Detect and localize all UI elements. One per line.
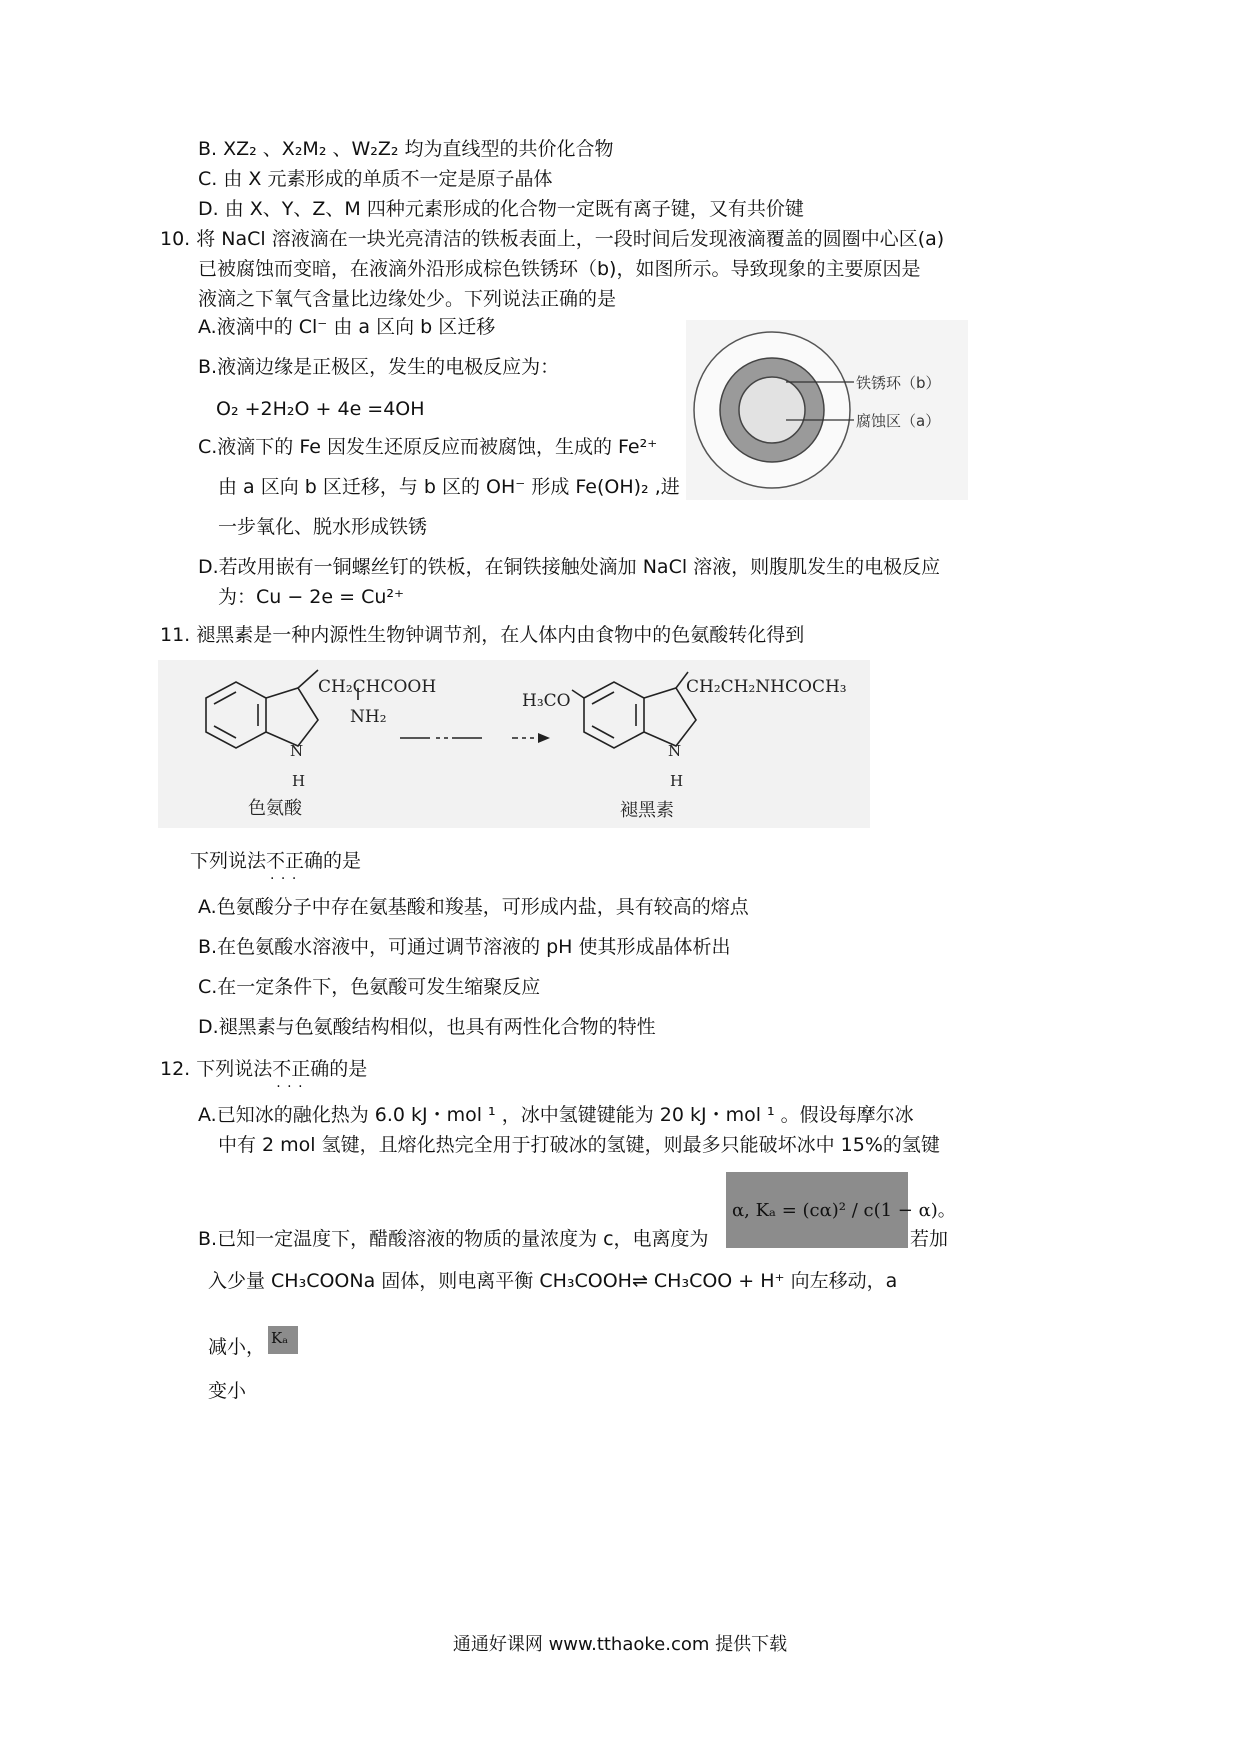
q12-option-b-tail: 若加 <box>910 1228 949 1250</box>
q9-option-b: B. XZ₂ 、X₂M₂ 、W₂Z₂ 均为直线型的共价化合物 <box>198 138 614 160</box>
q12-option-a-line1: A.已知冰的融化热为 6.0 kJ・mol ¹ ，冰中氢键键能为 20 kJ・mol ¹ 。假设每摩尔冰 <box>198 1104 914 1126</box>
q12-option-b-line2: 入少量 CH₃COONa 固体，则电离平衡 CH₃COOH⇌ CH₃COO + H⁺ 向左移动，a <box>208 1270 898 1292</box>
q12-ka-symbol: Kₐ <box>271 1329 288 1347</box>
tryptophan-amino-group: NH₂ <box>350 707 387 727</box>
q10-option-a: A.液滴中的 Cl⁻ 由 a 区向 b 区迁移 <box>198 316 496 338</box>
tryptophan-name: 色氨酸 <box>248 798 302 819</box>
tryptophan-side-chain: CH₂CHCOOH <box>318 677 437 697</box>
melatonin-methoxy: H₃CO <box>522 691 571 711</box>
q11-option-d: D.褪黑素与色氨酸结构相似，也具有两性化合物的特性 <box>198 1016 656 1038</box>
q12-stem-post: 的是 <box>329 1058 368 1080</box>
melatonin-side-chain: CH₂CH₂NHCOCH₃ <box>686 677 847 697</box>
melatonin-n-label: N <box>668 742 682 760</box>
label-rust-ring: 铁锈环（b） <box>856 374 941 392</box>
tryptophan-to-melatonin-scheme <box>158 660 870 828</box>
q10-option-b: B.液滴边缘是正极区，发生的电极反应为： <box>198 356 560 378</box>
q10-option-b-equation: O₂ +2H₂O + 4e =4OH <box>216 398 425 420</box>
droplet-diagram <box>686 320 968 500</box>
tryptophan-h-label: H <box>292 772 306 790</box>
q10-stem-line3: 液滴之下氧气含量比边缘处少。下列说法正确的是 <box>198 288 617 310</box>
tryptophan-n-label: N <box>290 742 304 760</box>
q12-stem-pre: 12. 下列说法 <box>160 1058 273 1080</box>
q12-option-b-line3: 减小， <box>208 1336 266 1358</box>
q11-stem: 11. 褪黑素是一种内源性生物钟调节剂，在人体内由食物中的色氨酸转化得到 <box>160 624 805 646</box>
q11-prompt-pre: 下列说法 <box>190 850 267 872</box>
q10-option-c-line1: C.液滴下的 Fe 因发生还原反应而被腐蚀，生成的 Fe²⁺ <box>198 436 658 458</box>
page-footer: 通通好课网 www.tthaoke.com 提供下载 <box>452 1634 788 1655</box>
q10-droplet-figure <box>686 320 968 500</box>
corrosion-zone-a <box>739 377 805 443</box>
q12-option-b-line4: 变小 <box>208 1380 247 1402</box>
q9-option-c: C. 由 X 元素形成的单质不一定是原子晶体 <box>198 168 553 190</box>
q12-stem-emphasis: 不正确 · · · <box>272 1058 329 1080</box>
q10-option-c-line3: 一步氧化、脱水形成铁锈 <box>218 516 428 538</box>
q11-prompt <box>190 848 361 874</box>
q12-stem <box>160 1056 367 1082</box>
q9-option-d: D. 由 X、Y、Z、M 四种元素形成的化合物一定既有离子键，又有共价键 <box>198 198 804 220</box>
melatonin-name: 褪黑素 <box>620 800 674 821</box>
q12-ionization-formula: α, Kₐ = (cα)² / c(1 − α)。 <box>732 1200 956 1221</box>
label-corrosion-zone: 腐蚀区（a） <box>856 412 941 430</box>
q11-prompt-post: 的是 <box>323 850 362 872</box>
melatonin-h-label: H <box>670 772 684 790</box>
q11-option-a: A.色氨酸分子中存在氨基酸和羧基，可形成内盐，具有较高的熔点 <box>198 896 749 918</box>
q10-option-c-line2: 由 a 区向 b 区迁移，与 b 区的 OH⁻ 形成 Fe(OH)₂ ,进 <box>218 476 680 498</box>
q11-prompt-emphasis: 不正确 · · · <box>266 850 323 872</box>
q11-option-b: B.在色氨酸水溶液中，可通过调节溶液的 pH 使其形成晶体析出 <box>198 936 731 958</box>
q11-option-c: C.在一定条件下，色氨酸可发生缩聚反应 <box>198 976 541 998</box>
q12-ka-image <box>268 1326 298 1354</box>
q10-stem-line1: 10. 将 NaCl 溶液滴在一块光亮清洁的铁板表面上，一段时间后发现液滴覆盖的圆圈中心区(a) <box>160 228 945 250</box>
q12-option-a-line2: 中有 2 mol 氢键，且熔化热完全用于打破冰的氢键，则最多只能破坏冰中 15%的氢键 <box>218 1134 940 1156</box>
q10-option-d-line1: D.若改用嵌有一铜螺丝钉的铁板，在铜铁接触处滴加 NaCl 溶液，则腹肌发生的电极反应 <box>198 556 941 578</box>
q12-option-b-line1: B.已知一定温度下，醋酸溶液的物质的量浓度为 c，电离度为 <box>198 1228 709 1250</box>
q10-option-d-line2: 为：Cu − 2e = Cu²⁺ <box>218 586 405 608</box>
q10-stem-line2: 已被腐蚀而变暗，在液滴外沿形成棕色铁锈环（b)，如图所示。导致现象的主要原因是 <box>198 258 921 280</box>
q11-reaction-figure <box>158 660 870 828</box>
